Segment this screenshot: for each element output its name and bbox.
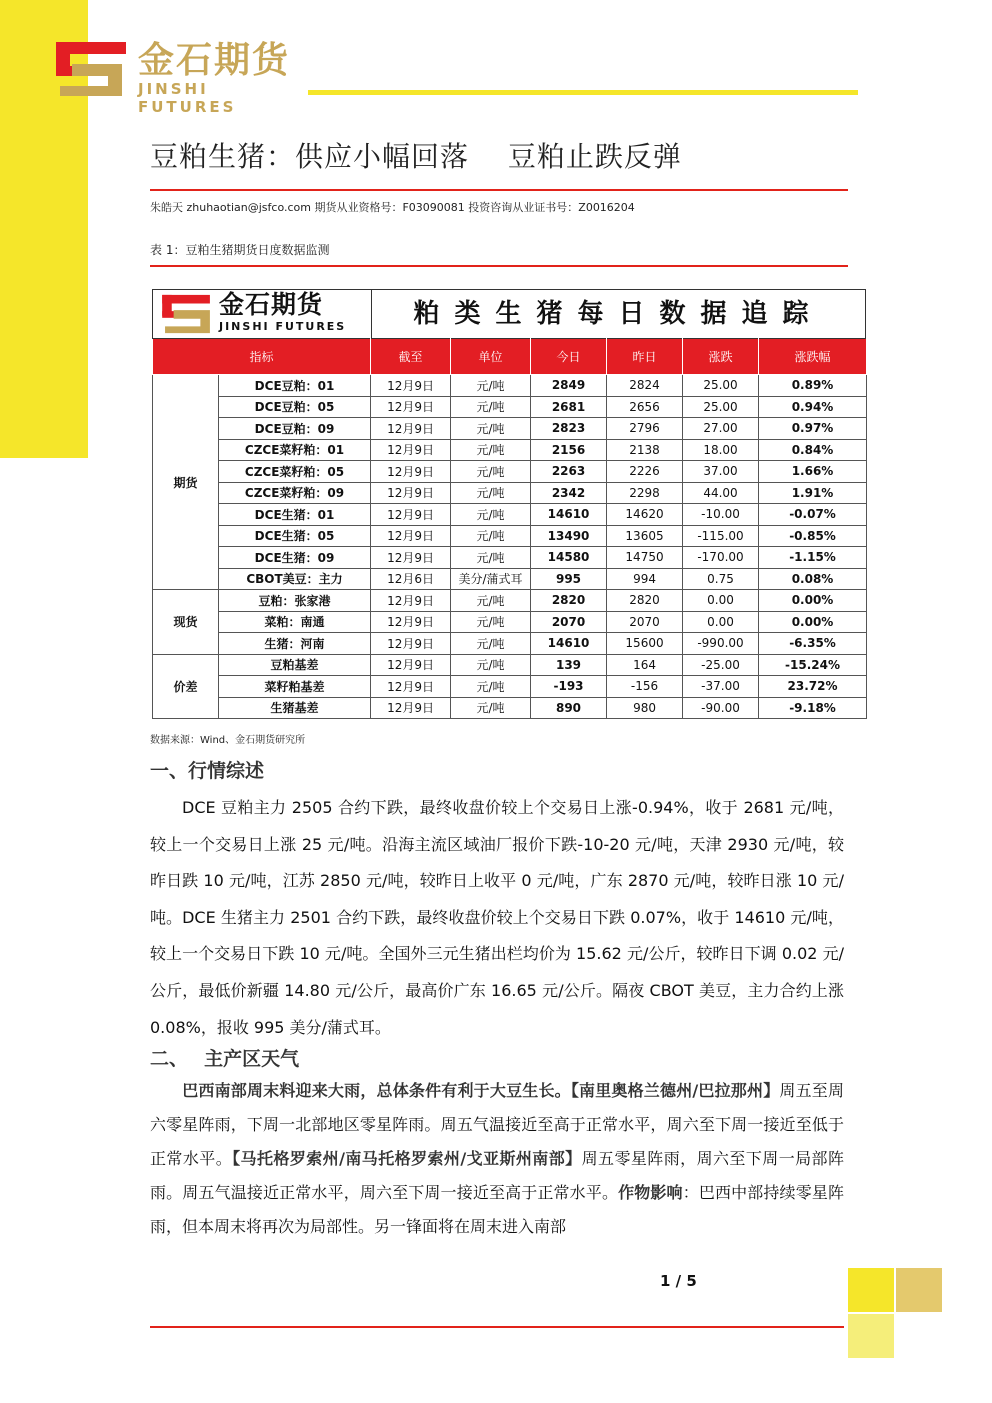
table-cell-pct: 0.94% [759,396,867,418]
table-cell-today: 2820 [531,590,607,612]
table-cell-yest: 14750 [607,547,683,569]
footer-square [848,1314,894,1358]
table-cell-unit: 元/吨 [451,697,531,719]
footer-square [896,1268,942,1312]
footer-rule [150,1326,844,1328]
table-cell-unit: 元/吨 [451,418,531,440]
table-cell-chg: 37.00 [683,461,759,483]
table-row [153,461,867,483]
table-row [153,525,867,547]
document-title: 豆粕生猪：供应小幅回落 豆粕止跌反弹 [150,140,682,173]
table-cell-pct: 0.08% [759,568,867,590]
table-cell-name: CZCE菜籽粕：01 [219,439,371,461]
table-cell-yest: 164 [607,654,683,676]
table-cell-today: 14610 [531,633,607,655]
banner-logo [153,290,372,338]
table-cell-date: 12月9日 [371,375,451,397]
table-cell-pct: -0.07% [759,504,867,526]
data-table-panel [152,289,866,719]
table-cell-unit: 元/吨 [451,611,531,633]
table-cell-unit: 元/吨 [451,676,531,698]
table-row [153,504,867,526]
paragraph-text: 周五零星阵雨，周六至下周一局部阵雨。周五气温接近正常水平，周六至下周一接近至高于正常水平。 [150,1149,844,1202]
table-cell-chg: -37.00 [683,676,759,698]
table-cell-yest: 980 [607,697,683,719]
table-cell-yest: 13605 [607,525,683,547]
table-cell-pct: 1.66% [759,461,867,483]
table-row [153,697,867,719]
table-banner [152,289,866,338]
table-cell-name: 生猪基差 [219,697,371,719]
table-cell-pct: -15.24% [759,654,867,676]
table-cell-yest: 2298 [607,482,683,504]
table-cell-name: 菜籽粕基差 [219,676,371,698]
table-cell-today: 2681 [531,396,607,418]
table-cell-yest: 2226 [607,461,683,483]
table-cell-pct: 0.00% [759,590,867,612]
table-cell-today: 139 [531,654,607,676]
table-cell-today: 2342 [531,482,607,504]
col-header: 涨跌幅 [759,339,867,375]
table-cell-yest: 2070 [607,611,683,633]
table-cell-chg: -25.00 [683,654,759,676]
table-cell-unit: 元/吨 [451,439,531,461]
table-cell-chg: -115.00 [683,525,759,547]
table-cell-chg: 44.00 [683,482,759,504]
table-cell-name: CZCE菜籽粕：05 [219,461,371,483]
table-caption: 表 1：豆粕生猪期货日度数据监测 [150,243,330,257]
table-cell-pct: 0.89% [759,375,867,397]
table-cell-unit: 元/吨 [451,375,531,397]
page-number: 1 / 5 [660,1272,697,1290]
table-cell-date: 12月9日 [371,676,451,698]
data-source-note: 数据来源：Wind、金石期货研究所 [150,735,306,746]
highlight-text: 巴西南部周末料迎来大雨，总体条件有利于大豆生长。【南里奥格兰德州/巴拉那州】 [182,1081,780,1100]
table-cell-chg: -170.00 [683,547,759,569]
header-yellow-rule [308,90,858,95]
table-cell-chg: 18.00 [683,439,759,461]
table-cell-date: 12月9日 [371,504,451,526]
table-cell-name: DCE生猪：01 [219,504,371,526]
table-cell-pct: 1.91% [759,482,867,504]
table-cell-name: CZCE菜籽粕：09 [219,482,371,504]
table-cell-today: 2263 [531,461,607,483]
table-cell-unit: 元/吨 [451,654,531,676]
table-row [153,396,867,418]
table-cell-date: 12月9日 [371,611,451,633]
section-heading: 二、 主产区天气 [150,1048,300,1070]
table-cell-yest: 2820 [607,590,683,612]
table-cell-chg: 25.00 [683,375,759,397]
table-cell-date: 12月9日 [371,633,451,655]
table-cell-name: 生猪：河南 [219,633,371,655]
table-cell-pct: -1.15% [759,547,867,569]
table-cell-unit: 元/吨 [451,525,531,547]
table-row [153,547,867,569]
table-cell-name: DCE生猪：09 [219,547,371,569]
category-cell: 现货 [153,590,219,655]
table-cell-unit: 元/吨 [451,504,531,526]
col-header: 指标 [153,339,371,375]
col-header: 今日 [531,339,607,375]
table-cell-today: 14580 [531,547,607,569]
table-row [153,568,867,590]
table-row [153,611,867,633]
caption-rule [150,265,848,267]
table-cell-unit: 元/吨 [451,633,531,655]
paragraph-text: 周五至周六零星阵雨，下周一北部地区零星阵雨。周五气温接近至高于正常水平，周六至下周一接近至低于正常水平。 [150,1081,844,1168]
logo-mark-icon [52,38,132,100]
table-cell-unit: 元/吨 [451,482,531,504]
table-cell-pct: 0.84% [759,439,867,461]
table-cell-today: 13490 [531,525,607,547]
banner-logo-en: JINSHI FUTURES [219,320,347,333]
table-cell-yest: 2796 [607,418,683,440]
table-cell-today: -193 [531,676,607,698]
table-cell-yest: 14620 [607,504,683,526]
table-cell-date: 12月9日 [371,525,451,547]
table-cell-yest: 2824 [607,375,683,397]
table-cell-name: 豆粕：张家港 [219,590,371,612]
table-banner-title: 粕类生猪每日数据追踪 [413,299,824,329]
table-cell-unit: 元/吨 [451,547,531,569]
title-rule [150,189,848,191]
table-row [153,590,867,612]
category-cell: 期货 [153,375,219,590]
table-cell-chg: -990.00 [683,633,759,655]
logo-english-text: JINSHI FUTURES [138,80,237,116]
banner-logo-mark-icon [159,293,215,335]
table-cell-date: 12月9日 [371,654,451,676]
table-cell-today: 2070 [531,611,607,633]
table-cell-date: 12月9日 [371,590,451,612]
table-cell-date: 12月9日 [371,482,451,504]
table-cell-today: 2823 [531,418,607,440]
table-cell-unit: 美分/蒲式耳 [451,568,531,590]
table-cell-pct: -0.85% [759,525,867,547]
table-cell-unit: 元/吨 [451,461,531,483]
table-cell-yest: 2656 [607,396,683,418]
paragraph-text: ：巴西中部持续零星阵雨，但本周末将再次为局部性。另一锋面将在周末进入南部 [150,1183,844,1236]
table-cell-pct: -9.18% [759,697,867,719]
data-table [152,338,867,719]
table-cell-today: 2849 [531,375,607,397]
logo-chinese-text: 金石期货 [138,40,291,81]
table-cell-pct: 23.72% [759,676,867,698]
table-cell-date: 12月9日 [371,547,451,569]
table-cell-pct: 0.00% [759,611,867,633]
table-row [153,439,867,461]
table-cell-date: 12月6日 [371,568,451,590]
banner-logo-cn: 金石期货 [219,290,324,319]
table-cell-pct: 0.97% [759,418,867,440]
table-cell-today: 14610 [531,504,607,526]
table-cell-date: 12月9日 [371,396,451,418]
table-cell-name: CBOT美豆：主力 [219,568,371,590]
table-cell-yest: 2138 [607,439,683,461]
table-cell-date: 12月9日 [371,439,451,461]
table-row [153,375,867,397]
col-header: 涨跌 [683,339,759,375]
section-paragraph [150,1074,844,1244]
table-cell-name: 豆粕基差 [219,654,371,676]
table-cell-date: 12月9日 [371,461,451,483]
table-cell-yest: 15600 [607,633,683,655]
table-cell-yest: 994 [607,568,683,590]
table-cell-today: 995 [531,568,607,590]
section-heading: 一、行情综述 [150,760,265,782]
paragraph-text: DCE 豆粕主力 2505 合约下跌，最终收盘价较上个交易日上涨-0.94%，收于 2681 元/吨，较上一个交易日上涨 25 元/吨。沿海主流区域油厂报价下跌-10-20 元/吨，天津 2930 元/吨，较昨日跌 10 元/吨，江苏 2850 元/吨，较昨日上收平 0 元/吨，广东 2870 元/吨，较昨日涨 10 元/吨。DCE 生猪主力 2501 合约下跌，最终收盘价较上个交易日下跌 0.07%，收于 14610 元/吨，较上一个交易日下跌 10 元/吨。全国外三元生猪出栏均价为 15.62 元/公斤，较昨日下调 0.02 元/公斤，最低价新疆 14.80 元/公斤，最高价广东 16.65 元/公斤。隔夜 CBOT 美豆，主力合约上涨 0.08%，报收 995 美分/蒲式耳。 [150,798,844,1037]
highlight-text: 作物影响 [618,1183,683,1202]
table-cell-name: DCE豆粕：09 [219,418,371,440]
table-cell-unit: 元/吨 [451,396,531,418]
company-logo [52,38,312,116]
table-cell-chg: 0.75 [683,568,759,590]
table-cell-chg: 27.00 [683,418,759,440]
table-row [153,654,867,676]
col-header: 截至 [371,339,451,375]
col-header: 单位 [451,339,531,375]
table-cell-name: 菜粕：南通 [219,611,371,633]
table-row [153,676,867,698]
category-cell: 价差 [153,654,219,719]
table-cell-name: DCE豆粕：05 [219,396,371,418]
highlight-text: 【马托格罗索州/南马托格罗索州/戈亚斯州南部】 [232,1149,582,1168]
table-body [153,375,867,719]
table-cell-chg: 0.00 [683,590,759,612]
table-cell-chg: 25.00 [683,396,759,418]
table-cell-today: 2156 [531,439,607,461]
table-cell-date: 12月9日 [371,418,451,440]
table-cell-date: 12月9日 [371,697,451,719]
col-header: 昨日 [607,339,683,375]
table-cell-chg: 0.00 [683,611,759,633]
section-paragraph [150,790,844,1046]
table-row [153,633,867,655]
table-cell-name: DCE豆粕：01 [219,375,371,397]
author-line: 朱皓天 zhuhaotian@jsfco.com 期货从业资格号：F03090081 投资咨询从业证书号：Z0016204 [150,201,635,214]
table-row [153,418,867,440]
table-header-row [153,339,867,375]
table-cell-chg: -10.00 [683,504,759,526]
table-cell-unit: 元/吨 [451,590,531,612]
table-cell-yest: -156 [607,676,683,698]
footer-square [848,1268,894,1312]
table-row [153,482,867,504]
table-cell-name: DCE生猪：05 [219,525,371,547]
table-cell-today: 890 [531,697,607,719]
table-cell-chg: -90.00 [683,697,759,719]
table-cell-pct: -6.35% [759,633,867,655]
